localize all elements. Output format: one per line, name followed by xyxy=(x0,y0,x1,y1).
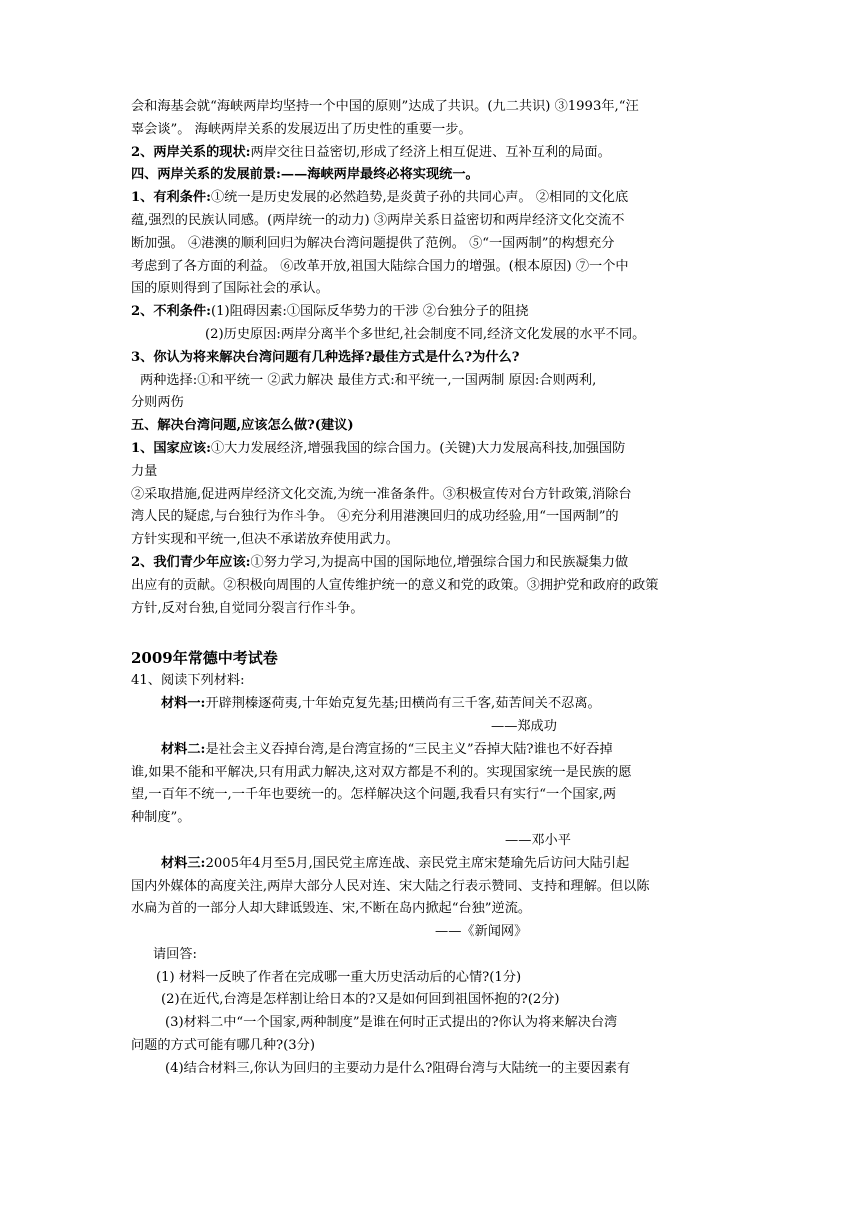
material-source: ——《新闻网》 xyxy=(435,924,528,940)
document-page xyxy=(131,96,731,1081)
material-source: ——邓小平 xyxy=(505,832,571,848)
paragraph-line: 湾人民的疑虑,与台独行为作斗争。 ④充分利用港澳回归的成功经验,用“一国两制”的 xyxy=(131,509,619,525)
paragraph-line: 问题的方式可能有哪几种?(3分) xyxy=(131,1038,315,1054)
paragraph-line: ②采取措施,促进两岸经济文化交流,为统一准备条件。③积极宣传对台方针政策,消除台 xyxy=(131,486,632,502)
favorable-paragraph xyxy=(131,187,731,210)
material-text: 开辟荆榛逐荷夷,十年始克复先基;田横尚有三千客,茹苦间关不忍离。 xyxy=(205,696,601,712)
sub-question: (1) 材料一反映了作者在完成哪一重大历史活动后的心情?(1分) xyxy=(156,969,522,985)
section-text: ①大力发展经济,增强我国的综合国力。(关键)大力发展高科技,加强国防 xyxy=(210,440,626,456)
paragraph-line: 力量 xyxy=(131,463,158,479)
question-number: 41、阅读下列材料: xyxy=(131,673,245,689)
material-label: 材料一: xyxy=(161,696,206,712)
paragraph-line: 国的原则得到了国际社会的承认。 xyxy=(131,281,329,297)
paragraph-line: 断加强。 ④港澳的顺利回归为解决台湾问题提供了范例。 ⑤“一国两制”的构想充分 xyxy=(131,235,615,251)
answer-prompt: 请回答: xyxy=(153,946,198,962)
question-heading: 3、你认为将来解决台湾问题有几种选择?最佳方式是什么?为什么? xyxy=(131,349,520,365)
section-heading: 五、解决台湾问题,应该怎么做?(建议) xyxy=(131,418,354,434)
unfavorable-paragraph xyxy=(131,301,731,324)
paragraph-line: 望,一百年不统一,一千年也要统一的。怎样解决这个问题,我看只有实行“一个国家,两 xyxy=(131,787,617,803)
paragraph-line: 水扁为首的一部分人却大肆诋毁连、宋,不断在岛内掀起“台独”逆流。 xyxy=(131,901,532,917)
sub-question: (3)材料二中“一个国家,两种制度”是谁在何时正式提出的?你认为将来解决台湾 xyxy=(165,1015,618,1031)
section-heading: 四、两岸关系的发展前景:——海峡两岸最终必将实现统一。 xyxy=(131,167,479,183)
section-text: 两岸交往日益密切,形成了经济上相互促进、互补互利的局面。 xyxy=(250,144,611,160)
material-text: 2005年4月至5月,国民党主席连战、亲民党主席宋楚瑜先后访问大陆引起 xyxy=(205,855,630,871)
material-text: 是社会主义吞掉台湾,是台湾宣扬的“三民主义”吞掉大陆?谁也不好吞掉 xyxy=(205,741,613,757)
paragraph-line: 两种选择:①和平统一 ②武力解决 最佳方式:和平统一,一国两制 原因:合则两利, xyxy=(140,372,597,388)
youth-paragraph xyxy=(131,552,731,575)
section-label: 1、国家应该: xyxy=(131,440,211,456)
material-label: 材料三: xyxy=(161,855,206,871)
sub-question: (4)结合材料三,你认为回归的主要动力是什么?阻碍台湾与大陆统一的主要因素有 xyxy=(165,1060,631,1076)
material-three xyxy=(131,853,731,876)
sub-question: (2)在近代,台湾是怎样割让给日本的?又是如何回到祖国怀抱的?(2分) xyxy=(161,992,560,1008)
section-text: ①统一是历史发展的必然趋势,是炎黄子孙的共同心声。 ②相同的文化底 xyxy=(210,190,629,206)
material-label: 材料二: xyxy=(161,741,206,757)
paragraph-line: 方针,反对台独,自觉同分裂言行作斗争。 xyxy=(131,600,364,616)
paragraph-line: 种制度”。 xyxy=(131,810,191,826)
section-label: 2、不利条件: xyxy=(131,304,211,320)
section-label: 2、两岸关系的现状: xyxy=(131,144,251,160)
paragraph-line: 出应有的贡献。②积极向周围的人宣传维护统一的意义和党的政策。③拥护党和政府的政策 xyxy=(131,577,659,593)
section-label: 1、有利条件: xyxy=(131,190,211,206)
paragraph-line: 蕴,强烈的民族认同感。(两岸统一的动力) ③两岸关系日益密切和两岸经济文化交流不 xyxy=(131,212,625,228)
paragraph-line: 国内外媒体的高度关注,两岸大部分人民对连、宋大陆之行表示赞同、支持和理解。但以陈 xyxy=(131,878,650,894)
paragraph-line: (2)历史原因:两岸分离半个多世纪,社会制度不同,经济文化发展的水平不同。 xyxy=(205,326,646,342)
paragraph-line: 辜会谈”。 海峡两岸关系的发展迈出了历史性的重要一步。 xyxy=(131,121,472,137)
material-two xyxy=(131,739,731,762)
section-label: 2、我们青少年应该: xyxy=(131,554,251,570)
exam-title: 2009年常德中考试卷 xyxy=(131,649,278,668)
nation-paragraph xyxy=(131,438,731,461)
paragraph-line: 考虑到了各方面的利益。 ⑥改革开放,祖国大陆综合国力的增强。(根本原因) ⑦一个中 xyxy=(131,258,629,274)
paragraph-line: 方针实现和平统一,但决不承诺放弃使用武力。 xyxy=(131,532,399,548)
paragraph-line: 谁,如果不能和平解决,只有用武力解决,这对双方都是不利的。实现国家统一是民族的愿 xyxy=(131,764,632,780)
status-paragraph xyxy=(131,142,731,165)
material-one xyxy=(131,693,731,716)
paragraph-line: 会和海基会就“海峡两岸均坚持一个中国的原则”达成了共识。(九二共识) ③1993年,“汪 xyxy=(131,99,639,114)
section-text: (1)阻碍因素:①国际反华势力的干涉 ②台独分子的阻挠 xyxy=(210,304,529,320)
paragraph-line: 分则两伤 xyxy=(131,395,184,411)
section-text: ①努力学习,为提高中国的国际地位,增强综合国力和民族凝集力做 xyxy=(250,554,629,570)
material-source: ——郑成功 xyxy=(491,718,557,734)
